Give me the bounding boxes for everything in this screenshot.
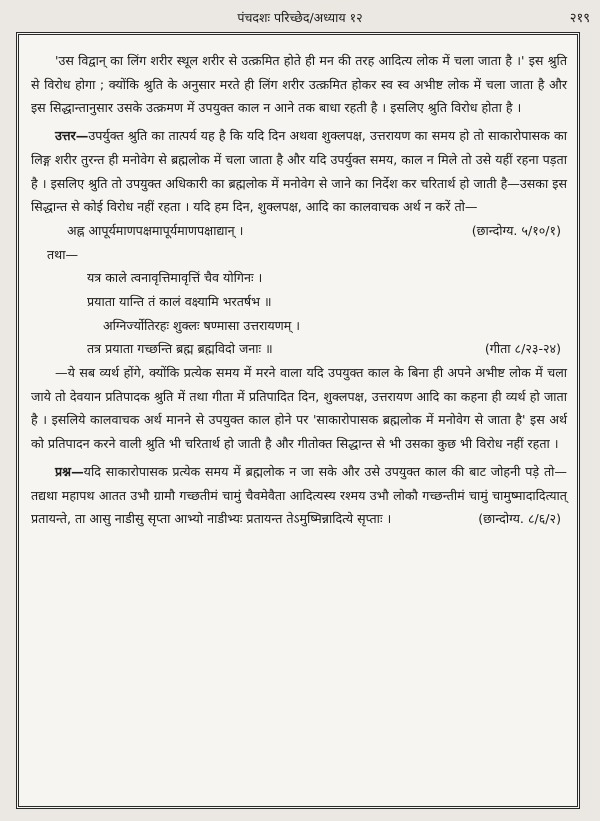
page-header — [0, 0, 600, 34]
verse-line: अग्निर्ज्योतिरहः शुक्लः षण्मासा उत्तरायणम् । — [103, 317, 301, 333]
paragraph-question — [31, 460, 567, 531]
verse-reference: (छान्दोग्य. ५/१०/१) — [471, 222, 561, 238]
gita-verse-line-4 — [31, 337, 567, 361]
paragraph-answer — [31, 124, 567, 219]
tatha-label: तथा— — [47, 246, 79, 262]
verse-line: प्रयाता यान्ति तं कालं वक्ष्यामि भरतर्षभ ॥ — [87, 293, 272, 309]
verse-line: यत्र काले त्वनावृत्तिमावृत्तिं चैव योगिनः । — [87, 270, 263, 286]
paragraph-explanation — [31, 361, 567, 456]
paragraph-text: उपर्युक्त श्रुति का तात्पर्य यह है कि यदि दिन अथवा शुक्लपक्ष, उत्तरायण का समय हो तो साकारोपासक का लिङ्ग शरीर तुरन्त ही मनोवेग से ब्रह्मलोक में चला जाता है और यदि उपर्युक्त समय, काल न मिले तो उसे यहीं रहना पड़ता है । इसलिए श्रुति तो उपयुक्त अधिकारी का ब्रह्मलोक में मनोवेग से जाने का निर्देश कर चरितार्थ हो जाती है—उसका इस सिद्धान्त से कोई विरोध नहीं रहता । यदि हम दिन, शुक्लपक्ष, आदि का कालवाचक अर्थ न करें तो— — [31, 128, 567, 215]
tatha-line — [31, 243, 567, 267]
answer-label: उत्तर— — [55, 128, 89, 144]
paragraph-text: —ये सब व्यर्थ होंगे, क्योंकि प्रत्येक समय में मरने वाला यदि उपयुक्त काल के बिना ही अपने अभीष्ट लोक में चला जाये तो देवयान प्रतिपादक श्रुति में तथा गीता में प्रतिपादित दिन, शुक्लपक्ष, उत्तरायण आदि का कहना ही व्यर्थ हो जाता है । इसलिये कालवाचक अर्थ मानने से उपयुक्त काल होने पर 'साकारोपासक ब्रह्मलोक में मनोवेग से जाता है' इस अर्थ को प्रतिपादन करने वाली श्रुति भी चरितार्थ हो जाती है और गीतोक्त सिद्धान्त से भी उसका कुछ भी विरोध नहीं रहता । — [31, 365, 567, 452]
verse-reference: (गीता ८/२३-२४) — [484, 341, 561, 357]
verse-chandogya-1 — [31, 219, 567, 243]
chapter-title: पंचदशः परिच्छेद/अध्याय १२ — [237, 10, 363, 25]
gita-verse-line-1 — [31, 266, 567, 290]
page-frame — [16, 32, 580, 809]
page-number: २१९ — [569, 11, 590, 26]
verse-line: तत्र प्रयाता गच्छन्ति ब्रह्म ब्रह्मविदो जनाः ॥ — [87, 341, 273, 357]
verse-reference: (छान्दोग्य. ८/६/२) — [478, 511, 561, 527]
page-content — [31, 49, 567, 531]
question-label: प्रश्न— — [55, 463, 84, 479]
paragraph-text: 'उस विद्वान् का लिंग शरीर स्थूल शरीर से उत्क्रमित होते ही मन की तरह आदित्य लोक में चला जाता है ।' इस श्रुति से विरोध होगा ; क्योंकि श्रुति के अनुसार मरते ही लिंग शरीर उत्क्रमित होकर स्व स्व अभीष्ट लोक में चला जाता है और इस सिद्धान्तानुसार उसके उत्क्रमण में उपयुक्त काल न आने तक बाधा रहती है । इसलिए श्रुति विरोध होता है । — [31, 53, 567, 116]
verse-line: अह्न आपूर्यमाणपक्षमापूर्यमाणपक्षाद्यान् । — [67, 222, 244, 238]
paragraph-objection — [31, 49, 567, 120]
gita-verse-line-3 — [31, 314, 567, 338]
gita-verse-line-2 — [31, 290, 567, 314]
paragraph-text: यदि साकारोपासक प्रत्येक समय में ब्रह्मलोक न जा सके और उसे उपयुक्त काल की बाट जोहनी पड़े तो—तद्यथा महापथ आतत उभौ ग्रामौ गच्छतीमं चामुं चैवमेवैता आदित्यस्य रश्मय उभौ लोकौ गच्छन्तीमं चामुं चामुष्मादादित्यात् प्रतायन्ते, ता आसु नाडीसु सृप्ता आभ्यो नाडीभ्यः प्रतायन्त तेऽमुष्मिन्नादित्ये सृप्ताः । — [31, 463, 567, 527]
